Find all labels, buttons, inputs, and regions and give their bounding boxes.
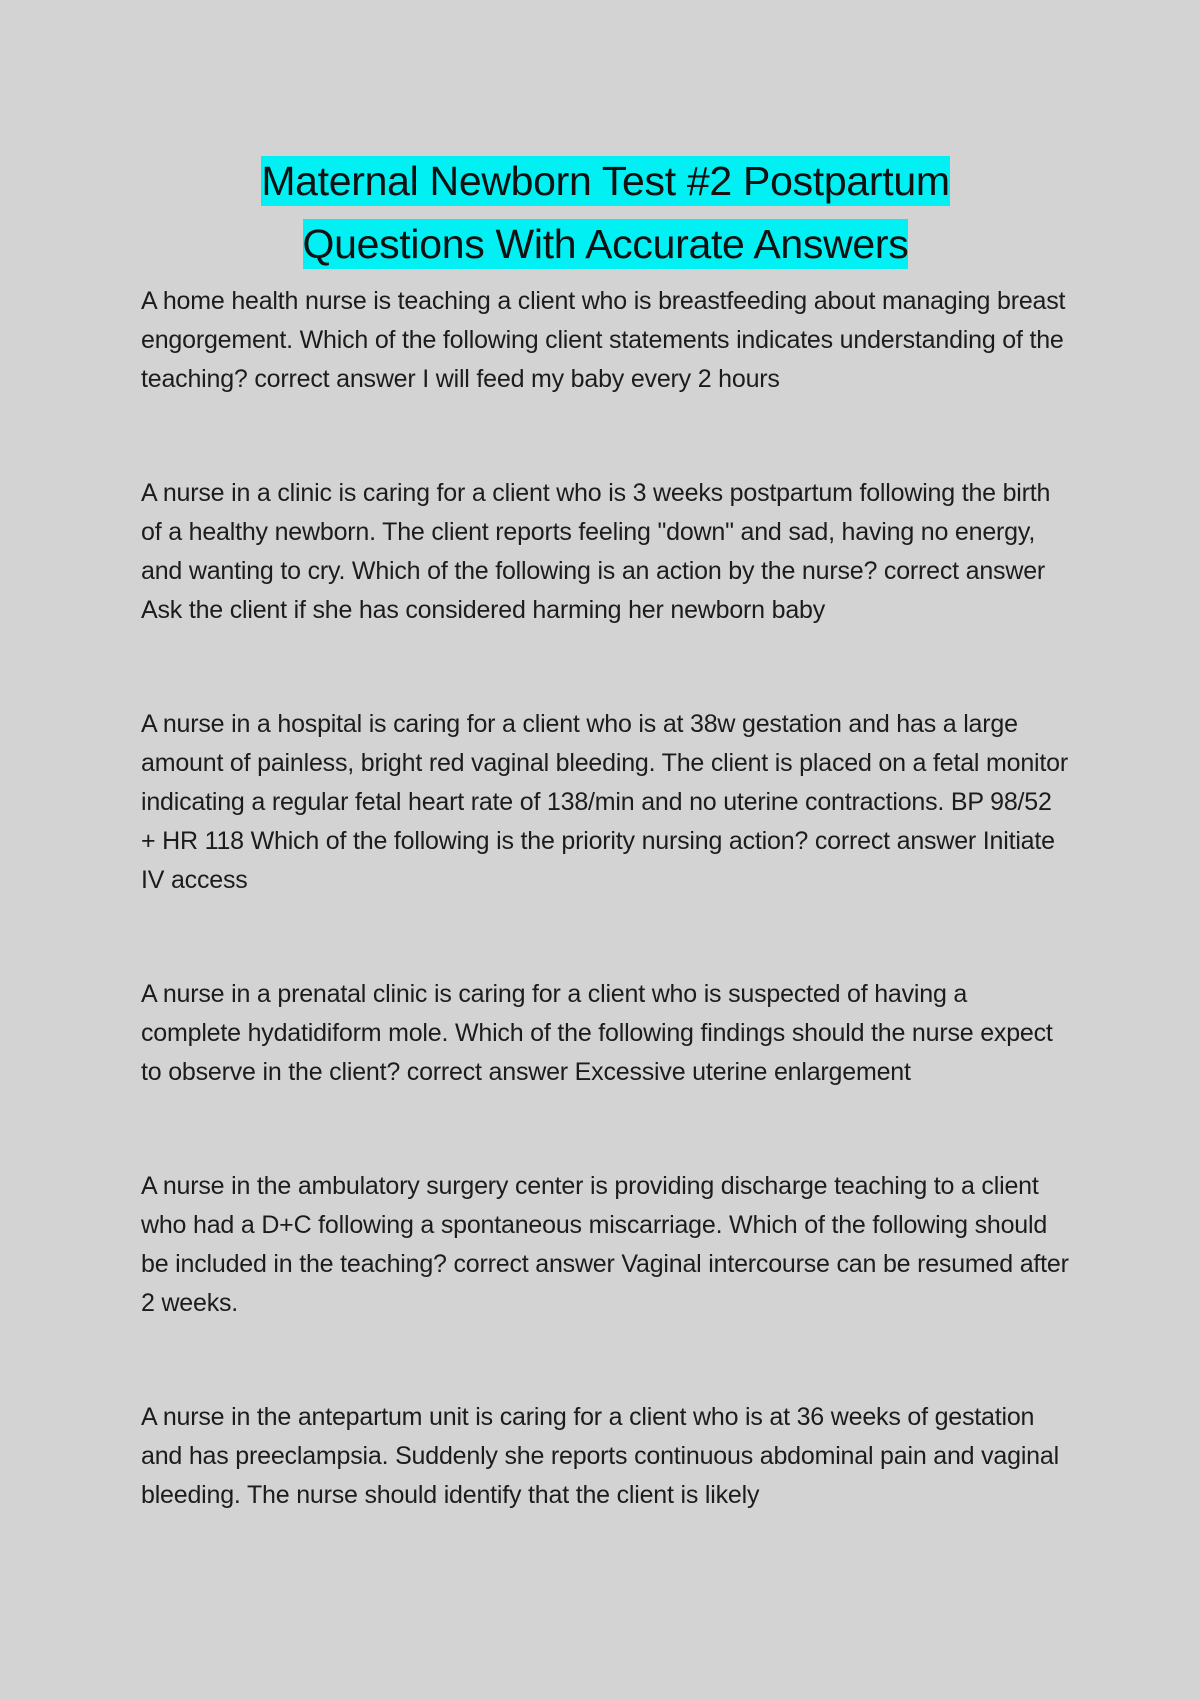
qa-list: [141, 282, 1070, 1515]
qa-item-3: A nurse in a hospital is caring for a client who is at 38w gestation and has a large amount of painless, bright red vaginal bleeding. The client is placed on a fetal monitor indicating a regular fetal heart rate of 138/min and no uterine contractions. BP 98/52 + HR 118 Which of the following is the priority nursing action? correct answer Initiate IV access: [141, 710, 1068, 894]
qa-item-5: A nurse in the ambulatory surgery center is providing discharge teaching to a client who had a D+C following a spontaneous miscarriage. Which of the following should be included in the teaching? correct answer Vaginal intercourse can be resumed after 2 weeks.: [141, 1172, 1069, 1317]
title-line-2: Questions With Accurate Answers: [302, 221, 909, 267]
qa-item-6: A nurse in the antepartum unit is caring for a client who is at 36 weeks of gestation and has preeclampsia. Suddenly she reports continuous abdominal pain and vaginal bleeding. The nurse should identify that the client is likely: [141, 1403, 1059, 1509]
title-line-1: Maternal Newborn Test #2 Postpartum: [261, 158, 950, 204]
qa-item-1: A home health nurse is teaching a client who is breastfeeding about managing breast engorgement. Which of the following client statements indicates understanding of the teaching? correct answer I will feed my baby every 2 hours: [141, 287, 1066, 393]
qa-item-4: A nurse in a prenatal clinic is caring for a client who is suspected of having a complete hydatidiform mole. Which of the following findings should the nurse expect to observe in the client? correct answer Excessive uterine enlargement: [141, 980, 1053, 1086]
qa-item-2: A nurse in a clinic is caring for a client who is 3 weeks postpartum following the birth of a healthy newborn. The client reports feeling "down" and sad, having no energy, and wanting to cry. Which of the following is an action by the nurse? correct answer Ask the client if she has considered harming her newborn baby: [141, 479, 1051, 624]
document-title: [141, 150, 1070, 276]
